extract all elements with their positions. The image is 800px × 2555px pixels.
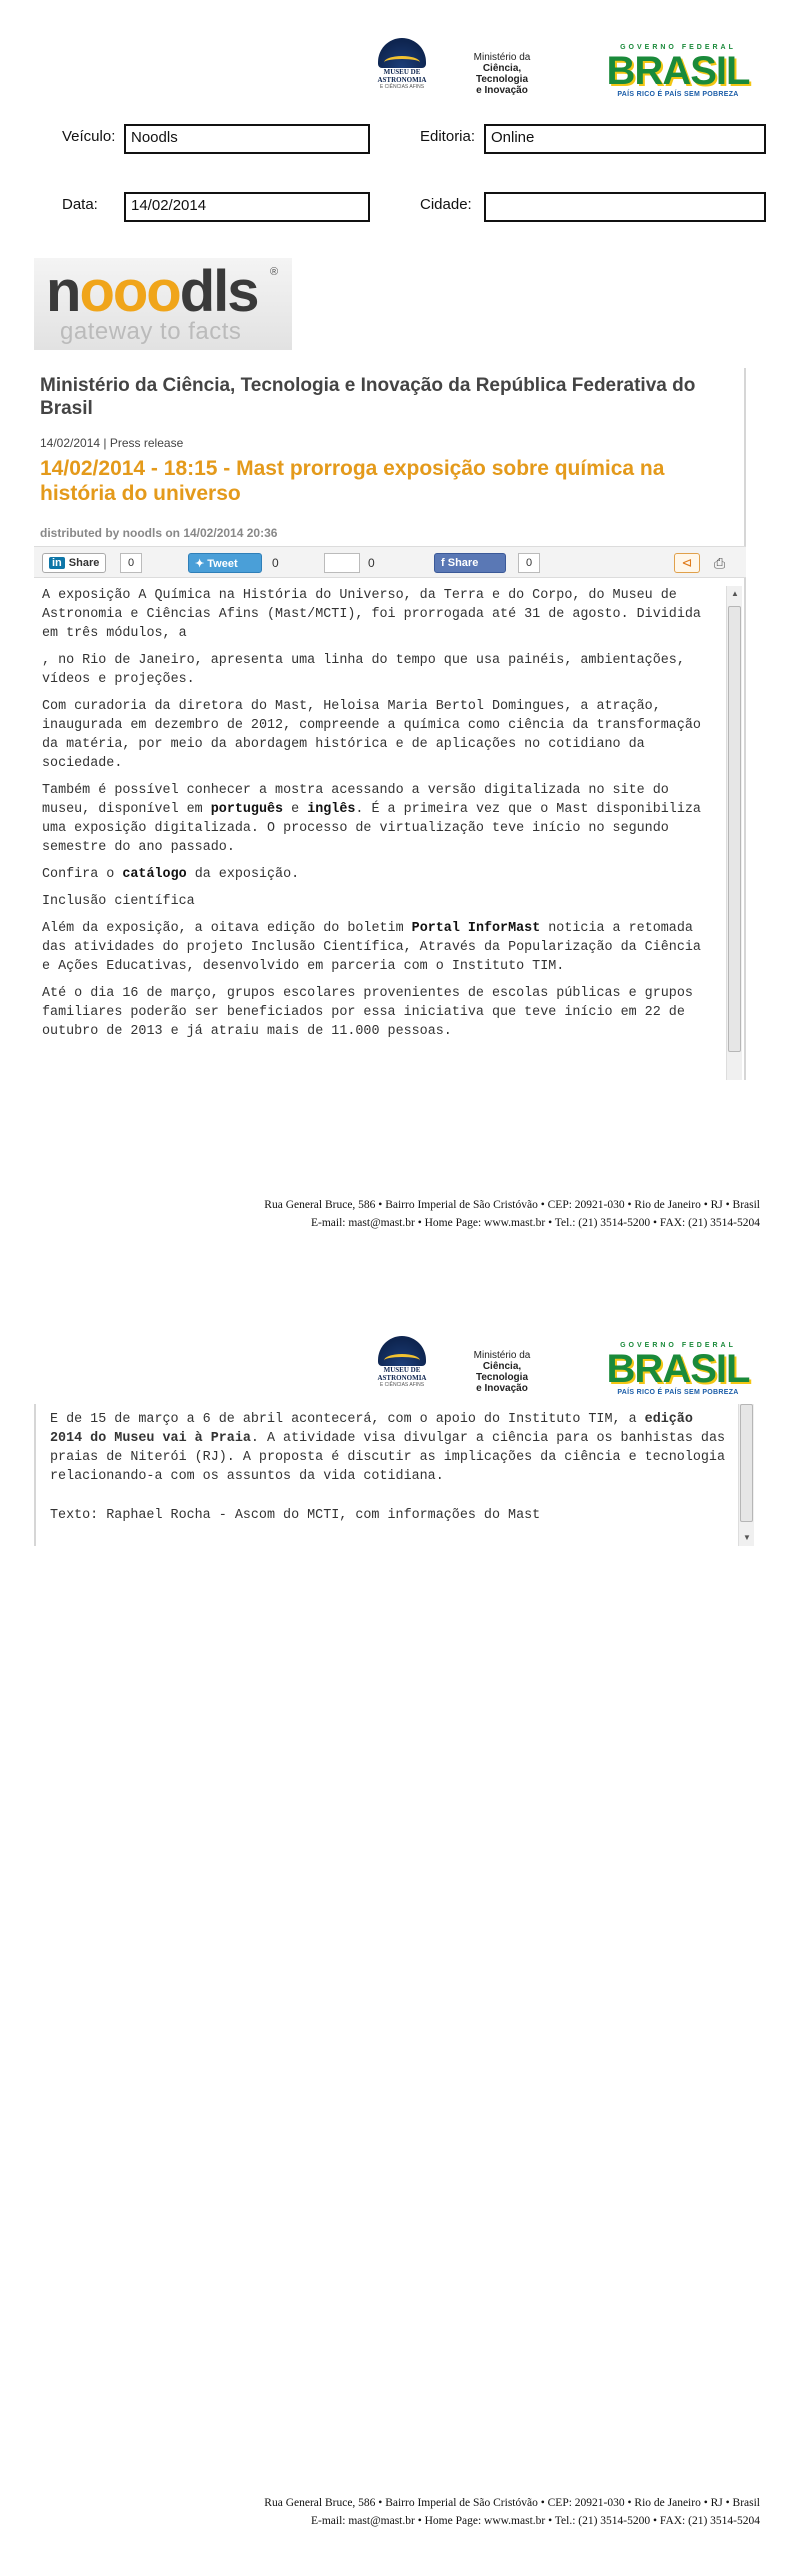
ministry-logo-page-2 <box>460 1350 544 1394</box>
gov-top-text: GOVERNO FEDERAL <box>620 44 736 51</box>
footer-contact: E-mail: mast@mast.br • Home Page: www.mast.br • Tel.: (21) 3514-5200 • FAX: (21) 3514-5204 <box>310 1217 760 1229</box>
scrollbar-thumb[interactable] <box>728 606 741 1052</box>
article-headline: 14/02/2014 - 18:15 - Mast prorroga exposição sobre química na história do universo <box>40 457 665 505</box>
veiculo-field[interactable]: Noodls <box>124 124 370 154</box>
footer-page-1 <box>140 1196 760 1232</box>
linkedin-count: 0 <box>120 553 142 573</box>
article-continuation <box>34 1404 754 1546</box>
data-label: Data: <box>62 196 98 213</box>
distributed-by: distributed by noodls on 14/02/2014 20:36 <box>40 526 278 540</box>
noodls-word-part2: ooo <box>79 259 180 324</box>
p7-text-a: Além da exposição, a oitava edição do boletim <box>42 921 412 936</box>
ingles-link[interactable]: inglês <box>307 802 356 817</box>
ministry-line3: e Inovação <box>476 85 528 96</box>
noodls-wordmark <box>46 259 258 324</box>
governo-federal-logo-page-2 <box>594 1342 762 1402</box>
plusone-button[interactable] <box>324 553 360 573</box>
noodls-word-part1: n <box>46 259 80 324</box>
share-icon[interactable]: ⊲ <box>674 553 700 573</box>
paragraph-9 <box>50 1410 730 1486</box>
noodls-word-part3: dls <box>179 259 258 324</box>
section-heading: Inclusão científica <box>42 894 195 909</box>
paragraph-2: , no Rio de Janeiro, apresenta uma linha do tempo que usa painéis, ambientações, vídeos e projeções. <box>42 653 685 687</box>
catalogo-link[interactable]: catálogo <box>122 867 187 882</box>
ministry-line2: Ciência, Tecnologia <box>475 1361 529 1383</box>
article-meta <box>40 436 183 450</box>
mast-dome-icon <box>378 38 426 68</box>
portugues-link[interactable]: português <box>210 802 284 817</box>
paragraph-4 <box>42 781 716 857</box>
mast-logo-name: MUSEU DE ASTRONOMIA <box>377 68 427 84</box>
editoria-label: Editoria: <box>420 128 476 145</box>
continuation-scrollbar[interactable] <box>738 1404 754 1546</box>
footer-page-2 <box>140 2494 760 2530</box>
linkedin-icon: in <box>49 557 65 569</box>
editoria-field[interactable]: Online <box>484 124 766 154</box>
continuation-body <box>50 1410 730 1545</box>
ministry-line1: Ministério da <box>473 52 531 63</box>
footer-address: Rua General Bruce, 586 • Bairro Imperial de São Cristóvão • CEP: 20921-030 • Rio de Janeiro • RJ • Brasil <box>264 1199 760 1211</box>
mast-logo <box>374 38 430 98</box>
scroll-down-arrow-icon[interactable]: ▼ <box>743 1533 751 1542</box>
scroll-up-arrow-icon[interactable]: ▲ <box>731 589 739 598</box>
ministry-line1: Ministério da <box>473 1350 531 1361</box>
tweet-button[interactable] <box>188 553 262 573</box>
linkedin-share-label: Share <box>68 557 100 569</box>
gov-slogan: PAÍS RICO É PAÍS SEM POBREZA <box>617 91 739 98</box>
data-field[interactable]: 14/02/2014 <box>124 192 370 222</box>
p9-text-b: . A atividade visa divulgar a ciência para os banhistas das praias de Niterói (RJ). A proposta é discutir as implicações da ciência e tecnologia relacionando-a com os assuntos da vida cotidiana. <box>50 1431 726 1484</box>
article-scrollbar[interactable] <box>726 586 742 1080</box>
footer-address: Rua General Bruce, 586 • Bairro Imperial de São Cristóvão • CEP: 20921-030 • Rio de Janeiro • RJ • Brasil <box>264 2497 760 2509</box>
mast-dome-icon <box>378 1336 426 1366</box>
publisher-title: Ministério da Ciência, Tecnologia e Inovação da República Federativa do Brasil <box>40 375 696 419</box>
facebook-share-button[interactable] <box>434 553 506 573</box>
noodls-logo <box>34 258 292 350</box>
linkedin-share-button[interactable] <box>42 553 106 573</box>
p5-text-b: da exposição. <box>186 867 300 882</box>
p4-text-e: e <box>283 802 308 817</box>
paragraph-3: Com curadoria da diretora do Mast, Heloisa Maria Bertol Domingues, a atração, inaugurada em dezembro de 2012, compreende a química como ciência da transformação da matéria, por meio da abordagem histórica e de aplicações no cotidiano da sociedade. <box>42 699 701 771</box>
ministry-logo <box>460 52 544 96</box>
facebook-share-label: Share <box>447 557 479 569</box>
brasil-wordmark: BRASIL <box>606 1347 750 1391</box>
meta-separator: | <box>103 436 107 450</box>
mast-logo-sub: E CIÊNCIAS AFINS <box>379 1382 425 1388</box>
tweet-count: 0 <box>272 556 279 570</box>
gov-slogan: PAÍS RICO É PAÍS SEM POBREZA <box>617 1389 739 1396</box>
gov-top-text: GOVERNO FEDERAL <box>620 1342 736 1349</box>
mast-logo-name: MUSEU DE ASTRONOMIA <box>377 1366 427 1382</box>
generic-count: 0 <box>368 556 375 570</box>
ministry-line3: e Inovação <box>476 1383 528 1394</box>
ministry-line2: Ciência, Tecnologia <box>475 63 529 85</box>
p4-text-b: . É a primeira vez que o Mast disponibiliza uma exposição digitalizada. O processo de virtualização teve início no segundo semestre do ano passado. <box>42 802 701 855</box>
paragraph-5 <box>42 865 716 884</box>
portal-informast-link[interactable]: Portal InforMast <box>411 921 541 936</box>
share-bar <box>34 546 746 578</box>
p7-text-b: noticia a retomada das atividades do projeto Inclusão Científica, Através da Popularização da Ciência e Ações Educativas, desenvolvido em parceria com o Instituto TIM. <box>42 921 701 974</box>
p4-text-a: Também é possível conhecer a mostra acessando a versão digitalizada no site do museu, disponível em <box>42 783 669 817</box>
p5-text-a: Confira o <box>42 867 123 882</box>
article-type: Press release <box>109 436 184 450</box>
brasil-wordmark: BRASIL <box>606 49 750 93</box>
paragraph-7 <box>42 919 716 976</box>
printer-icon[interactable]: ⎙ <box>714 555 726 571</box>
paragraph-1: A exposição A Química na História do Universo, da Terra e do Corpo, do Museu de Astronomia e Ciências Afins (Mast/MCTI), foi prorrogada até 31 de agosto. Dividida em três módulos, a <box>42 588 701 641</box>
twitter-bird-icon: ✦ <box>195 558 208 570</box>
facebook-icon: f <box>441 557 445 569</box>
noodls-tagline: gateway to facts <box>60 318 242 345</box>
tweet-label: Tweet <box>207 558 238 570</box>
facebook-count: 0 <box>518 553 540 573</box>
article-panel <box>34 368 746 1080</box>
registered-mark: ® <box>270 266 279 278</box>
mast-logo-page-2 <box>374 1336 430 1396</box>
footer-contact: E-mail: mast@mast.br • Home Page: www.mast.br • Tel.: (21) 3514-5200 • FAX: (21) 3514-5204 <box>310 2515 760 2527</box>
veiculo-label: Veículo: <box>62 128 116 145</box>
scrollbar-thumb[interactable] <box>740 1404 753 1522</box>
cidade-label: Cidade: <box>420 196 472 213</box>
cidade-field[interactable] <box>484 192 766 222</box>
governo-federal-logo <box>594 44 762 104</box>
paragraph-credits: Texto: Raphael Rocha - Ascom do MCTI, com informações do Mast <box>50 1508 541 1523</box>
museu-vai-a-praia-link[interactable]: edição 2014 do Museu vai à Praia <box>50 1412 693 1446</box>
paragraph-8: Até o dia 16 de março, grupos escolares provenientes de escolas públicas e grupos familiares poderão ser beneficiados por essa iniciativa que teve início em 22 de outubro de 2013 e já atraiu mais de 11.000 pessoas. <box>42 986 693 1039</box>
p9-text-a: E de 15 de março a 6 de abril acontecerá, com o apoio do Instituto TIM, a <box>50 1412 645 1427</box>
article-date: 14/02/2014 <box>40 436 101 450</box>
mast-logo-sub: E CIÊNCIAS AFINS <box>379 84 425 90</box>
article-body <box>42 586 716 1080</box>
